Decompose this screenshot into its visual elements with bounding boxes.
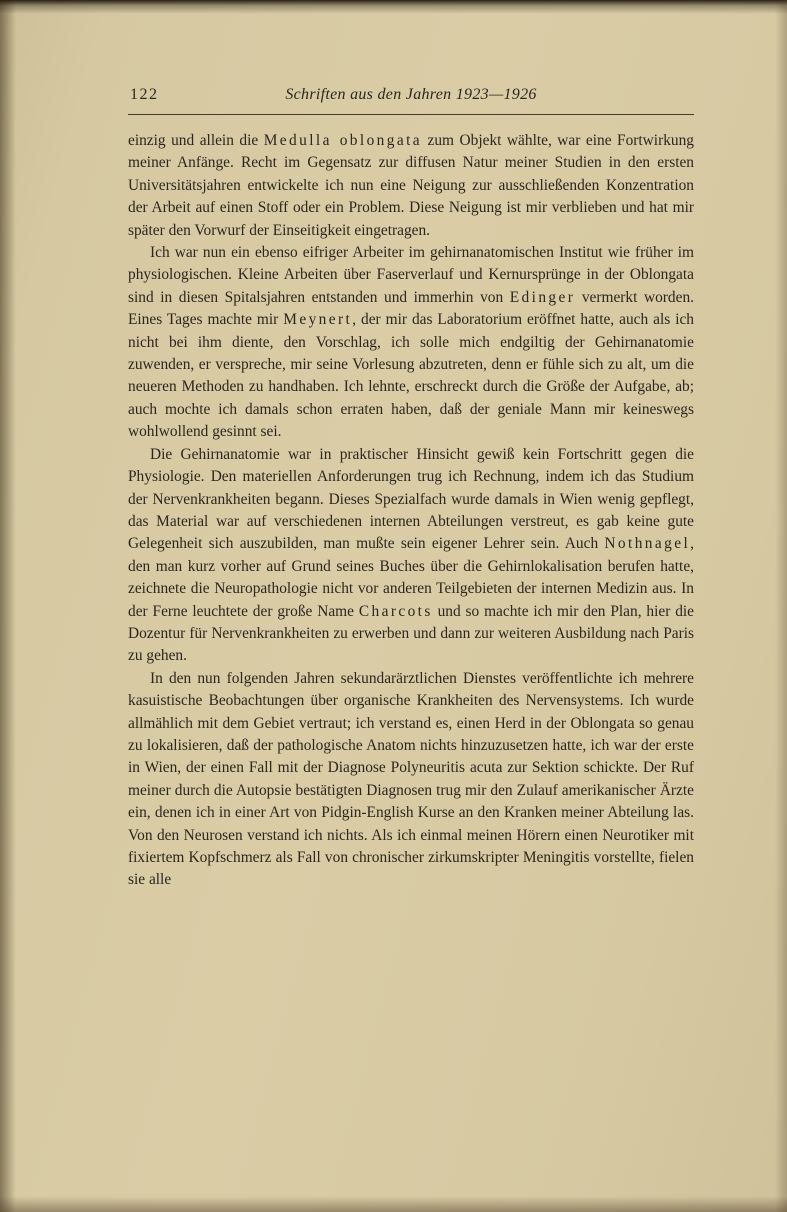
- paragraph: [128, 444, 694, 668]
- letterspaced-text: Edinger: [509, 288, 576, 306]
- body-text: , den man kurz vorher auf Grund seines Buches über die Gehirnlokalisation berufen hatte, zeichnete die Neuropathologie nicht vor anderen Teilgebieten der internen Medizin aus. In der Ferne leuchtete der große Name: [128, 535, 694, 620]
- body-text: Ich war nun ein ebenso eifriger Arbeiter im gehirnanatomischen Institut wie früher im physiologischen. Kleine Arbeiten über Faserverlauf und Kernursprünge in der Oblongata sind in diesen Spitalsjahren entstanden und immerhin von: [128, 244, 694, 306]
- body-text: einzig und allein die: [128, 132, 264, 149]
- body-text: Die Gehirnanatomie war in praktischer Hinsicht gewiß kein Fortschritt gegen die Physiologie. Den materiellen Anforderungen trug ich Rechnung, indem ich das Studium der Nervenkrankheiten begann. Dieses Spezialfach wurde damals in Wien wenig gepflegt, das Material war auf verschiedenen internen Abteilungen verstreut, es gab keine gute Gelegenheit sich auszubilden, man mußte sein eigener Lehrer sein. Auch: [128, 445, 694, 553]
- running-header-title: Schriften aus den Jahren 1923—1926: [285, 86, 537, 103]
- page-content: [128, 86, 694, 892]
- letterspaced-text: Charcots: [358, 602, 433, 620]
- paragraph: [128, 130, 694, 242]
- body-text: vermerkt worden. Eines Tages machte mir: [128, 288, 694, 329]
- page-edge-left: [0, 0, 16, 1212]
- body-text: , der mir das Laboratorium eröffnet hatte, auch als ich nicht bei ihm diente, den Vorschlag, ich solle mich endgiltig der Gehirnanatomie zuwenden, er verspreche, mir seine Vorlesung abzutreten, denn er fühle sich zu alt, um die neueren Methoden zu handhaben. Ich lehnte, erschreckt durch die Größe der Aufgabe, ab; auch mochte ich damals schon erraten haben, daß der geniale Mann mir keineswegs wohlwollend gesinnt sei.: [128, 311, 694, 441]
- paragraph: [128, 668, 694, 892]
- letterspaced-text: Medulla oblongata: [263, 132, 423, 149]
- paragraph: [128, 242, 694, 444]
- page-number: 122: [130, 86, 159, 103]
- body-text: zum Objekt wählte, war eine Fortwirkung meiner Anfänge. Recht im Gegensatz zur diffusen Natur meiner Studien in den ersten Universitätsjahren entwickelte ich nun eine Neigung zur ausschließenden Konzentration der Arbeit auf einen Stoff oder ein Problem. Diese Neigung ist mir verblieben und hat mir später den Vorwurf der Einseitigkeit eingetragen.: [128, 132, 694, 239]
- page-edge-top: [0, 0, 787, 14]
- running-header: [128, 86, 694, 110]
- body-text: In den nun folgenden Jahren sekundarärztlichen Dienstes veröffentlichte ich mehrere kasuistische Beobachtungen über organische Krankheiten des Nervensystems. Ich wurde allmählich mit dem Gebiet vertraut; ich verstand es, einen Herd in der Oblongata so genau zu lokalisieren, daß der pathologische Anatom nichts hinzuzusetzen hatte, ich war der erste in Wien, der einen Fall mit der Diagnose Polyneuritis acuta zur Sektion schickte. Der Ruf meiner durch die Autopsie bestätigten Diagnosen trug mir den Zulauf amerikanischer Ärzte ein, denen ich in einer Art von Pidgin-English Kurse an den Kranken meiner Abteilung las. Von den Neurosen verstand ich nichts. Als ich einmal meinen Hörern einen Neurotiker mit fixiertem Kopfschmerz als Fall von chronischer zirkumskripter Meningitis vorstellte, fielen sie alle: [128, 669, 694, 889]
- header-rule: [128, 114, 694, 115]
- letterspaced-text: Meynert: [283, 311, 353, 329]
- body-text: und so machte ich mir den Plan, hier die Dozentur für Nervenkrankheiten zu erwerben und dann zur weiteren Ausbildung nach Paris zu gehen.: [128, 602, 694, 665]
- page-edge-right: [775, 0, 787, 1212]
- text-block: [128, 130, 694, 892]
- page-edge-bottom: [0, 1196, 787, 1212]
- letterspaced-text: Nothnagel: [604, 535, 691, 553]
